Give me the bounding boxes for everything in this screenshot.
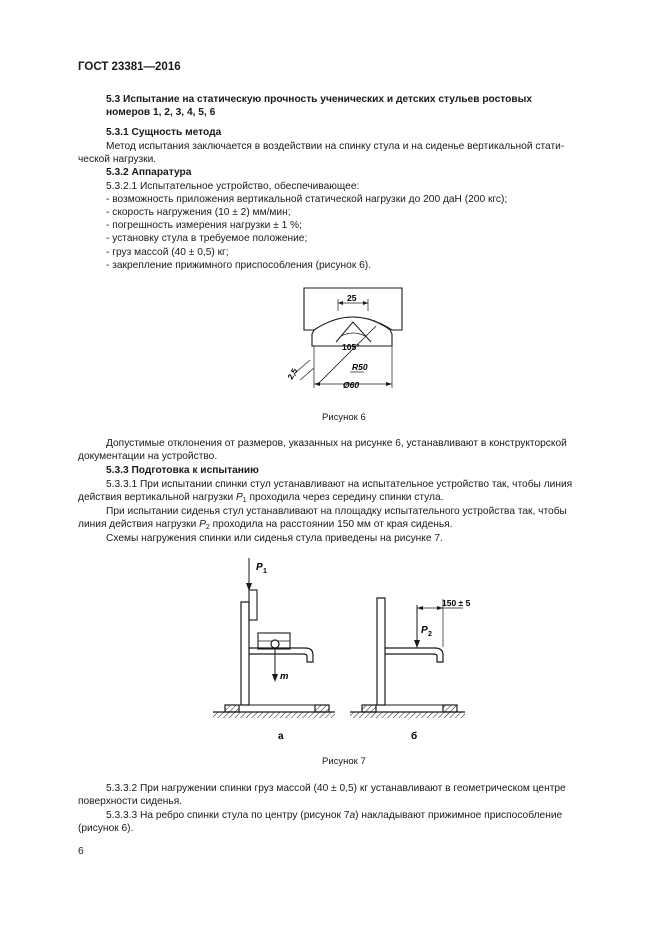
fig6-angle-dim: 105° <box>342 342 360 352</box>
paragraph-line: документации на устройство. <box>78 451 218 462</box>
fig7-label-b: б <box>411 731 418 742</box>
paragraph-line <box>78 491 444 504</box>
text-run: проходила через середину спинки стула. <box>246 492 444 503</box>
text-run: ) накладывают прижимное приспособление <box>355 810 563 821</box>
text-run: линия действия нагрузки <box>78 519 200 530</box>
text-run: проходила на расстоянии 150 мм от края сиденья. <box>209 519 453 530</box>
section-title: 5.3 Испытание на статическую прочность ученических и детских стульев ростовых <box>106 94 532 105</box>
force-subscript: 2 <box>205 524 210 531</box>
figure-7-caption: Рисунок 7 <box>322 756 366 767</box>
subsection-title: 5.3.3 Подготовка к испытанию <box>106 465 259 476</box>
paragraph-line: (рисунок 6). <box>78 823 134 834</box>
fig6-chamfer-dim: 2,5 <box>285 366 300 381</box>
list-item: - закрепление прижимного приспособления (рисунок 6). <box>106 260 372 271</box>
paragraph-line <box>106 809 562 822</box>
force-symbol: P <box>236 492 243 503</box>
force-subscript: 1 <box>242 497 247 504</box>
paragraph-line: 5.3.3.1 При испытании спинки стул устанавливают на испытательное устройство так, чтобы линия <box>106 479 573 490</box>
fig7-distance-dim: 150 ± 5 <box>442 598 471 608</box>
paragraph-line <box>78 518 453 531</box>
list-item: - погрешность измерения нагрузки ± 1 %; <box>106 220 302 231</box>
section-title-cont: номеров 1, 2, 3, 4, 5, 6 <box>106 107 216 118</box>
paragraph-line: поверхности сиденья. <box>78 796 183 807</box>
subsection-title: 5.3.2 Аппаратура <box>106 167 192 178</box>
fig7-p2-subscript: 2 <box>428 631 432 638</box>
text-run: 5.3.3.3 На ребро спинки стула по центру (рисунок 7 <box>106 810 350 821</box>
text-run: действия вертикальной нагрузки <box>78 492 236 503</box>
fig6-diameter-dim: Ø60 <box>343 380 360 390</box>
fig7-p2-symbol: P <box>421 625 428 636</box>
list-item: - установку стула в требуемое положение; <box>106 233 308 244</box>
fig6-width-dim: 25 <box>347 293 357 303</box>
page-number: 6 <box>78 846 84 857</box>
fig7-mass-label: m <box>280 671 289 682</box>
figure-6-caption: Рисунок 6 <box>322 412 366 423</box>
figure-6-clamp-drawing <box>280 280 420 398</box>
list-item: - возможность приложения вертикальной статической нагрузки до 200 даН (200 кгс); <box>106 194 508 205</box>
paragraph-line: Допустимые отклонения от размеров, указанных на рисунке 6, устанавливают в конструкторской <box>106 438 567 449</box>
figure-7-loading-schemes <box>205 555 475 745</box>
paragraph-line: 5.3.2.1 Испытательное устройство, обеспечивающее: <box>106 181 360 192</box>
fig7-p1-symbol: P <box>256 562 263 573</box>
document-header: ГОСТ 23381—2016 <box>78 61 181 73</box>
fig6-radius-dim: R50 <box>352 362 368 372</box>
list-item: - груз массой (40 ± 0,5) кг; <box>106 247 229 258</box>
paragraph-line: Метод испытания заключается в воздействии на спинку стула и на сиденье вертикальной стати- <box>106 141 565 152</box>
paragraph-line: 5.3.3.2 При нагружении спинки груз массой (40 ± 0,5) кг устанавливают в геометрическом центре <box>106 783 566 794</box>
paragraph-line: При испытании сиденья стул устанавливают на площадку испытательного устройства так, чтобы <box>106 506 567 517</box>
fig7-p1-subscript: 1 <box>263 568 267 575</box>
subsection-title: 5.3.1 Сущность метода <box>106 127 222 138</box>
text-run-italic: а <box>349 810 356 821</box>
list-item: - скорость нагружения (10 ± 2) мм/мин; <box>106 207 291 218</box>
force-symbol: P <box>199 519 206 530</box>
fig7-label-a: а <box>278 731 284 742</box>
paragraph-line: Схемы нагружения спинки или сиденья стула приведены на рисунке 7. <box>106 533 443 544</box>
paragraph-line: ческой нагрузки. <box>78 154 157 165</box>
